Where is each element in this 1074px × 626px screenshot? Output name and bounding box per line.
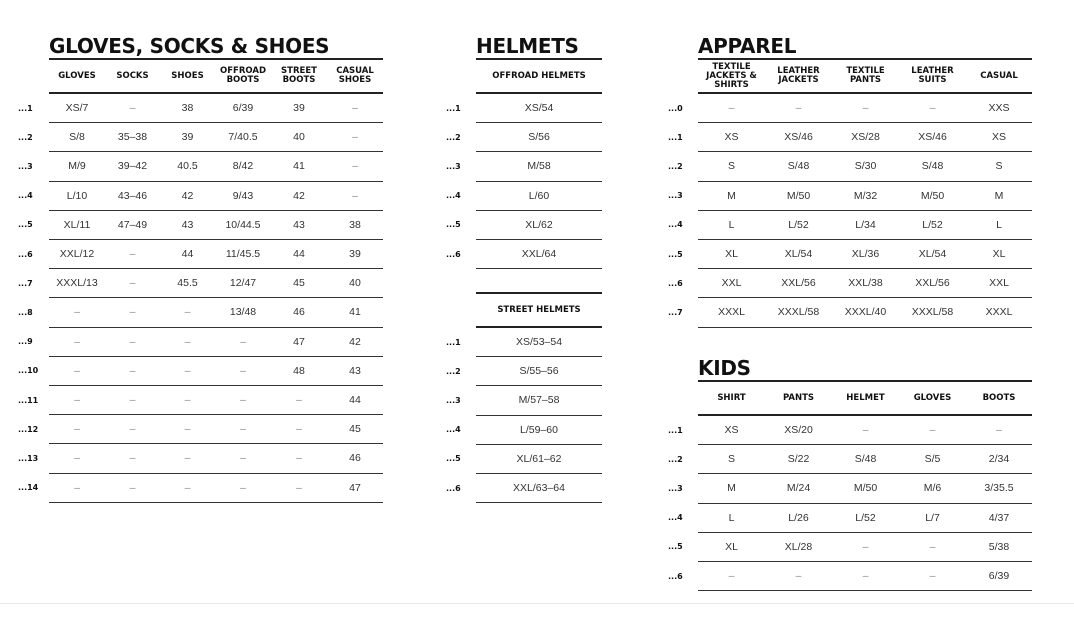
size-code: ...5 (446, 220, 461, 230)
table-cell: XS/46 (784, 131, 813, 144)
table-cell: M/58 (527, 160, 551, 173)
table-cell: XL (992, 248, 1006, 261)
table-cell: 40 (349, 277, 361, 290)
table-cell: M (994, 189, 1004, 202)
table-cell: 45 (349, 423, 361, 436)
table-cell: XXXL/58 (777, 306, 820, 319)
table-cell: 7/40.5 (228, 131, 258, 144)
table-cell: 11/45.5 (225, 248, 261, 261)
table-cell: 44 (181, 248, 194, 261)
size-code: ...7 (18, 278, 33, 288)
table-cell: – (129, 452, 136, 465)
size-code: ...5 (668, 249, 683, 259)
table-cell: S/5 (924, 453, 941, 466)
table-row (698, 182, 1032, 211)
table-cell: – (296, 394, 302, 407)
helmets-title: HELMETS (476, 34, 579, 58)
table-cell: XL/61–62 (516, 452, 562, 465)
size-code: ...4 (18, 191, 33, 201)
table-cell: – (184, 306, 191, 319)
column-header: GLOVES (58, 70, 96, 81)
table-cell: XL/36 (851, 248, 880, 261)
column-header: CASUAL (980, 70, 1018, 81)
size-code: ...5 (446, 454, 461, 464)
table-row (476, 357, 602, 386)
table-row (476, 152, 602, 181)
column-header: STREET HELMETS (497, 304, 581, 315)
table-row (49, 94, 383, 123)
table-cell: XS/53–54 (515, 336, 563, 349)
size-code: ...14 (18, 483, 39, 493)
column-header: SHOES (171, 70, 204, 81)
table-cell: L/52 (922, 218, 943, 231)
table-cell: XXL (989, 277, 1009, 290)
table-row (49, 211, 383, 240)
size-code: ...2 (18, 132, 33, 142)
table-header (476, 58, 602, 94)
table-cell: 3/35.5 (984, 482, 1014, 495)
table-cell: – (352, 160, 358, 173)
table-cell: S/8 (69, 131, 85, 144)
table-cell: 41 (293, 160, 305, 173)
table-cell: – (129, 102, 136, 115)
table-cell: – (129, 364, 136, 377)
table-cell: – (352, 102, 358, 115)
table-cell: 47–49 (117, 218, 148, 231)
table-cell: – (129, 277, 136, 290)
table-cell: M/6 (923, 482, 942, 495)
table-cell: 39–42 (117, 160, 148, 173)
table-row (49, 444, 383, 473)
table-cell: XS (724, 424, 739, 437)
table-cell: – (352, 131, 358, 144)
table-cell: – (862, 540, 869, 553)
column-header: TEXTILE JACKETS & SHIRTS (706, 61, 757, 90)
table-cell: XXXL/40 (844, 306, 887, 319)
table-cell: S (995, 160, 1003, 173)
table-cell: M/50 (786, 189, 811, 202)
size-code: ...3 (446, 395, 461, 405)
table-cell: – (74, 452, 80, 465)
table-cell: M/32 (853, 189, 878, 202)
table-cell: M (727, 189, 736, 202)
table-cell: – (74, 306, 80, 319)
table-cell: XXXL (985, 306, 1013, 319)
column-header: SOCKS (116, 70, 149, 81)
apparel-title: APPAREL (698, 34, 797, 58)
table-row (476, 94, 602, 123)
table-cell: – (184, 394, 191, 407)
table-row (698, 416, 1032, 445)
table-cell: 6/39 (988, 570, 1010, 583)
table-cell: 5/38 (988, 540, 1010, 553)
table-cell: – (929, 102, 936, 115)
table-cell: – (74, 481, 80, 494)
table-cell: – (862, 102, 869, 115)
size-code: ...6 (446, 249, 461, 259)
size-code: ...2 (446, 366, 461, 376)
table-row (49, 415, 383, 444)
table-cell: XS/7 (65, 102, 89, 115)
table-cell: 44 (293, 248, 305, 261)
size-code: ...1 (18, 103, 33, 113)
table-row (698, 240, 1032, 269)
size-code: ...10 (18, 366, 39, 376)
table-cell: – (184, 364, 191, 377)
table-cell: 39 (293, 102, 305, 115)
table-cell: XS/46 (918, 131, 947, 144)
size-code: ...4 (446, 425, 461, 435)
table-cell: M/50 (853, 482, 878, 495)
table-cell: XS/20 (784, 424, 813, 437)
table-cell: – (74, 394, 80, 407)
table-cell: 47 (293, 335, 305, 348)
table-cell: 46 (293, 306, 305, 319)
table-row (698, 445, 1032, 474)
table-cell: L/26 (788, 511, 809, 524)
size-code: ...2 (668, 454, 683, 464)
gloves-title: GLOVES, SOCKS & SHOES (49, 34, 330, 58)
table-cell: 8/42 (232, 160, 254, 173)
table-cell: – (996, 424, 1002, 437)
column-header: OFFROAD HELMETS (492, 70, 586, 81)
size-code: ...4 (446, 191, 461, 201)
column-header: GLOVES (913, 392, 952, 403)
table-cell: 45 (293, 277, 305, 290)
size-code: ...11 (18, 395, 39, 405)
footer-divider (0, 603, 1074, 604)
table-row (698, 298, 1032, 327)
table-cell: 12/47 (229, 277, 257, 290)
table-cell: 6/39 (232, 102, 254, 115)
table-cell: – (74, 423, 80, 436)
table-cell: XXL/38 (848, 277, 883, 290)
table-cell: – (929, 424, 936, 437)
table-row (698, 94, 1032, 123)
table-cell: 43–46 (117, 189, 148, 202)
table-row (49, 298, 383, 327)
table-cell: M/9 (68, 160, 86, 173)
table-row (476, 416, 602, 445)
table-row (476, 386, 602, 415)
table-cell: M/24 (786, 482, 811, 495)
table-cell: XL/54 (918, 248, 947, 261)
table-cell: – (129, 394, 136, 407)
size-code: ...6 (668, 278, 683, 288)
column-header: BOOTS (982, 392, 1016, 403)
table-cell: – (862, 424, 869, 437)
table-cell: S/30 (854, 160, 877, 173)
table-cell: – (862, 570, 869, 583)
table-cell: S (727, 453, 735, 466)
table-cell: – (184, 481, 191, 494)
table-cell: – (184, 452, 191, 465)
table-cell: S/48 (854, 453, 877, 466)
table-cell: S/48 (787, 160, 810, 173)
table-cell: 47 (349, 481, 361, 494)
table-cell: – (129, 335, 136, 348)
table-cell: XS/28 (851, 131, 880, 144)
table-cell: – (240, 423, 246, 436)
size-code: ...3 (18, 161, 33, 171)
table-cell: L/60 (528, 189, 550, 202)
table-cell: 10/44.5 (225, 218, 261, 231)
table-cell: – (184, 335, 191, 348)
table-row (476, 123, 602, 152)
table-row (49, 182, 383, 211)
table-cell: – (240, 481, 246, 494)
table-cell: XXL/12 (59, 248, 95, 261)
table-cell: 43 (349, 364, 361, 377)
table-cell: XXXL (718, 306, 745, 319)
table-cell: L/59–60 (520, 423, 558, 436)
table-cell: – (129, 423, 136, 436)
table-cell: M (727, 482, 736, 495)
table-cell: XL/54 (784, 248, 813, 261)
table-cell: 40.5 (177, 160, 198, 173)
table-cell: XS (724, 131, 739, 144)
table-header (698, 380, 1032, 416)
size-code: ...12 (18, 424, 39, 434)
size-code: ...7 (668, 307, 683, 317)
table-row (698, 562, 1032, 591)
table-cell: XS (991, 131, 1006, 144)
table-cell: XXXL/58 (911, 306, 954, 319)
table-cell: XXL (721, 277, 742, 290)
table-cell: XXL/63–64 (513, 482, 565, 495)
table-cell: – (240, 335, 246, 348)
table-cell: XL (725, 540, 738, 553)
table-cell: XL/11 (63, 218, 91, 231)
table-cell: – (240, 394, 246, 407)
table-cell: – (728, 570, 735, 583)
table-row (476, 182, 602, 211)
table-row (49, 386, 383, 415)
table-row (49, 474, 383, 503)
table-row (698, 533, 1032, 562)
table-row (698, 474, 1032, 503)
table-cell: 38 (349, 218, 361, 231)
table-row (49, 357, 383, 386)
table-row (698, 504, 1032, 533)
table-cell: 39 (181, 131, 194, 144)
table-cell: 44 (349, 394, 361, 407)
size-code: ...0 (668, 103, 683, 113)
table-row (476, 474, 602, 503)
table-cell: 13/48 (229, 306, 257, 319)
table-cell: – (74, 364, 80, 377)
size-code: ...5 (18, 220, 33, 230)
table-cell: – (296, 423, 302, 436)
table-cell: – (929, 570, 936, 583)
column-header: LEATHER SUITS (911, 66, 954, 85)
table-cell: S/48 (921, 160, 944, 173)
table-cell: – (296, 481, 302, 494)
table-cell: L/10 (66, 189, 88, 202)
size-code: ...9 (18, 337, 33, 347)
table-cell: – (129, 306, 136, 319)
size-code: ...3 (446, 161, 461, 171)
table-cell: 35–38 (117, 131, 148, 144)
table-cell: 45.5 (177, 277, 198, 290)
size-code: ...6 (18, 249, 33, 259)
table-cell: – (795, 570, 802, 583)
table-cell: 41 (349, 306, 361, 319)
table-cell: 43 (293, 218, 305, 231)
column-header: TEXTILE PANTS (846, 66, 885, 85)
column-header: SHIRT (717, 392, 746, 403)
table-cell: – (296, 452, 302, 465)
column-header: PANTS (782, 392, 815, 403)
size-code: ...4 (668, 513, 683, 523)
table-cell: XXXL/13 (56, 277, 98, 290)
table-cell: XXL/64 (521, 248, 557, 261)
table-row (476, 328, 602, 357)
table-row (476, 211, 602, 240)
table-cell: L/34 (855, 218, 876, 231)
table-cell: – (240, 364, 246, 377)
table-row (49, 152, 383, 181)
table-cell: L/52 (855, 511, 876, 524)
table-cell: M/57–58 (518, 394, 560, 407)
table-cell: 48 (293, 364, 305, 377)
table-cell: XXL/56 (915, 277, 950, 290)
table-row (698, 123, 1032, 152)
table-cell: – (129, 248, 136, 261)
table-cell: – (184, 423, 191, 436)
table-cell: XXS (988, 102, 1010, 115)
table-row (698, 269, 1032, 298)
table-cell: 38 (181, 102, 194, 115)
size-code: ...8 (18, 307, 33, 317)
table-cell: – (74, 335, 80, 348)
size-code: ...1 (446, 337, 461, 347)
table-cell: – (728, 102, 735, 115)
table-header (698, 58, 1032, 94)
column-header: HELMET (846, 392, 885, 403)
table-cell: 39 (349, 248, 361, 261)
table-cell: S/55–56 (519, 365, 559, 378)
size-code: ...3 (668, 483, 683, 493)
table-cell: L (728, 218, 735, 231)
table-cell: 42 (181, 189, 194, 202)
table-cell: 42 (349, 335, 361, 348)
table-cell: XS/54 (524, 102, 554, 115)
table-row (49, 328, 383, 357)
table-cell: L/7 (925, 511, 940, 524)
size-code: ...1 (668, 132, 683, 142)
size-code: ...3 (668, 191, 683, 201)
table-cell: 46 (349, 452, 361, 465)
column-header: STREET BOOTS (281, 66, 317, 85)
column-header: OFFROAD BOOTS (219, 66, 266, 85)
size-code: ...2 (446, 132, 461, 142)
table-cell: 42 (293, 189, 305, 202)
table-cell: XL (725, 248, 738, 261)
size-code: ...4 (668, 220, 683, 230)
table-row (49, 123, 383, 152)
table-row (49, 269, 383, 298)
table-cell: – (129, 481, 136, 494)
size-code: ...1 (446, 103, 461, 113)
column-header: LEATHER JACKETS (777, 66, 820, 85)
table-row (476, 445, 602, 474)
table-cell: M/50 (920, 189, 945, 202)
size-code: ...1 (668, 425, 683, 435)
table-row (698, 211, 1032, 240)
table-cell: XXL/56 (781, 277, 816, 290)
table-cell: 2/34 (988, 453, 1010, 466)
table-cell: 43 (181, 218, 194, 231)
table-header (476, 292, 602, 328)
size-code: ...6 (668, 571, 683, 581)
table-cell: XL/28 (784, 540, 813, 553)
table-cell: S/56 (528, 131, 550, 144)
table-cell: S/22 (787, 453, 810, 466)
size-code: ...6 (446, 483, 461, 493)
table-cell: 40 (293, 131, 305, 144)
table-cell: 9/43 (232, 189, 254, 202)
size-code: ...13 (18, 453, 39, 463)
kids-title: KIDS (698, 356, 751, 380)
table-cell: L (728, 511, 735, 524)
table-row (49, 240, 383, 269)
table-cell: S (727, 160, 735, 173)
table-cell: 4/37 (988, 511, 1010, 524)
table-row (698, 152, 1032, 181)
size-code: ...2 (668, 161, 683, 171)
table-cell: XL/62 (525, 218, 553, 231)
table-cell: – (352, 189, 358, 202)
table-header (49, 58, 383, 94)
table-row (476, 240, 602, 269)
table-cell: – (929, 540, 936, 553)
table-cell: – (795, 102, 802, 115)
column-header: CASUAL SHOES (336, 66, 374, 85)
table-cell: L/52 (788, 218, 809, 231)
table-cell: L (996, 218, 1002, 231)
table-cell: – (240, 452, 246, 465)
size-code: ...5 (668, 542, 683, 552)
